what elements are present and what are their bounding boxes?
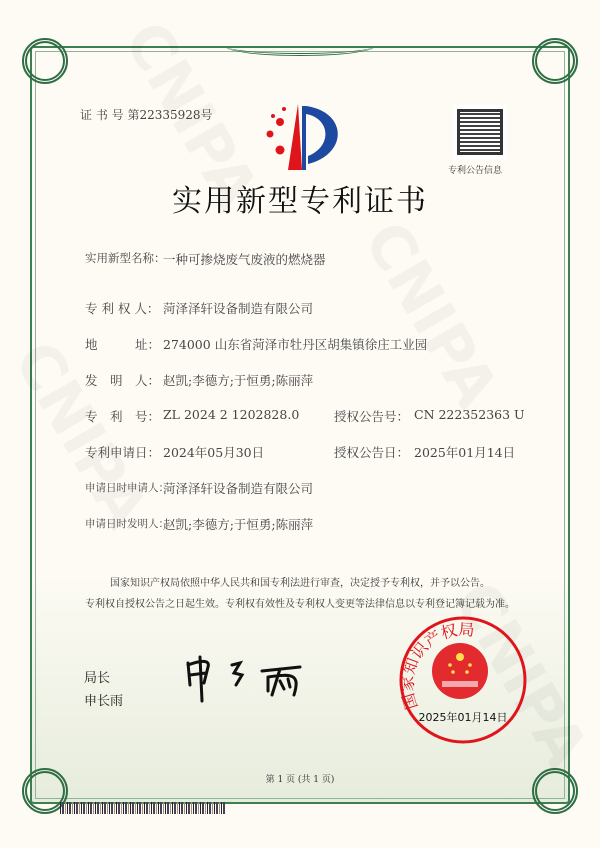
field-value-patentee: 菏泽泽轩设备制造有限公司 (163, 301, 314, 316)
field-label-applicant-at-filing: 申请日时申请人： (85, 482, 169, 494)
corner-ornament (532, 38, 578, 84)
field-label-name: 实用新型名称： (85, 251, 166, 265)
field-value-name: 一种可掺烧废气废液的燃烧器 (163, 252, 326, 267)
page-title: 实用新型专利证书 (172, 184, 428, 219)
field-value-inventors: 赵凯;李德方;于恒勇;陈丽萍 (163, 373, 314, 388)
field-label-pub-no: 授权公告号： (334, 409, 410, 424)
director-name: 申长雨 (84, 694, 124, 709)
official-seal (398, 615, 528, 745)
top-ornament (225, 36, 375, 56)
notice-line: 国家知识产权局依照中华人民共和国专利法进行审查，决定授予专利权，并予以公告。 (110, 578, 490, 589)
seal-text: 国家知识产权局 (398, 619, 476, 712)
field-value-pub-no: CN 222352363 U (414, 407, 525, 422)
seal-date: 2025年01月14日 (418, 711, 508, 724)
cnipa-logo (258, 104, 348, 170)
field-label-filing-date: 专利申请日： (85, 445, 161, 460)
field-label-inventor-at-filing: 申请日时发明人： (85, 518, 169, 530)
field-value-filing-date: 2024年05月30日 (163, 445, 265, 460)
field-value-inventor-at-filing: 赵凯;李德方;于恒勇;陈丽萍 (163, 517, 314, 532)
field-value-patent-no: ZL 2024 2 1202828.0 (163, 407, 300, 422)
certificate-number: 证 书 号 第22335928号 (80, 108, 213, 122)
page-indicator: 第 1 页 (共 1 页) (265, 775, 335, 785)
field-label-patent-no: 专 利 号： (85, 409, 161, 424)
notice-line: 专利权自授权公告之日起生效。专利权有效性及专利权人变更等法律信息以专利登记簿记载为准。 (85, 599, 515, 610)
field-value-address: 274000 山东省菏泽市牡丹区胡集镇徐庄工业园 (163, 337, 428, 352)
barcode (60, 802, 226, 814)
field-label-address: 地 址： (85, 337, 161, 352)
field-label-pub-date: 授权公告日： (334, 445, 410, 460)
corner-ornament (22, 38, 68, 84)
field-label-patentee: 专 利 权 人： (85, 301, 160, 316)
director-title: 局长 (84, 671, 111, 686)
qr-caption: 专利公告信息 (448, 166, 503, 176)
field-label-inventors: 发 明 人： (85, 373, 161, 388)
director-signature (184, 655, 314, 703)
field-value-pub-date: 2025年01月14日 (414, 445, 516, 460)
field-value-applicant-at-filing: 菏泽泽轩设备制造有限公司 (163, 481, 314, 496)
qr-code[interactable] (453, 105, 507, 159)
